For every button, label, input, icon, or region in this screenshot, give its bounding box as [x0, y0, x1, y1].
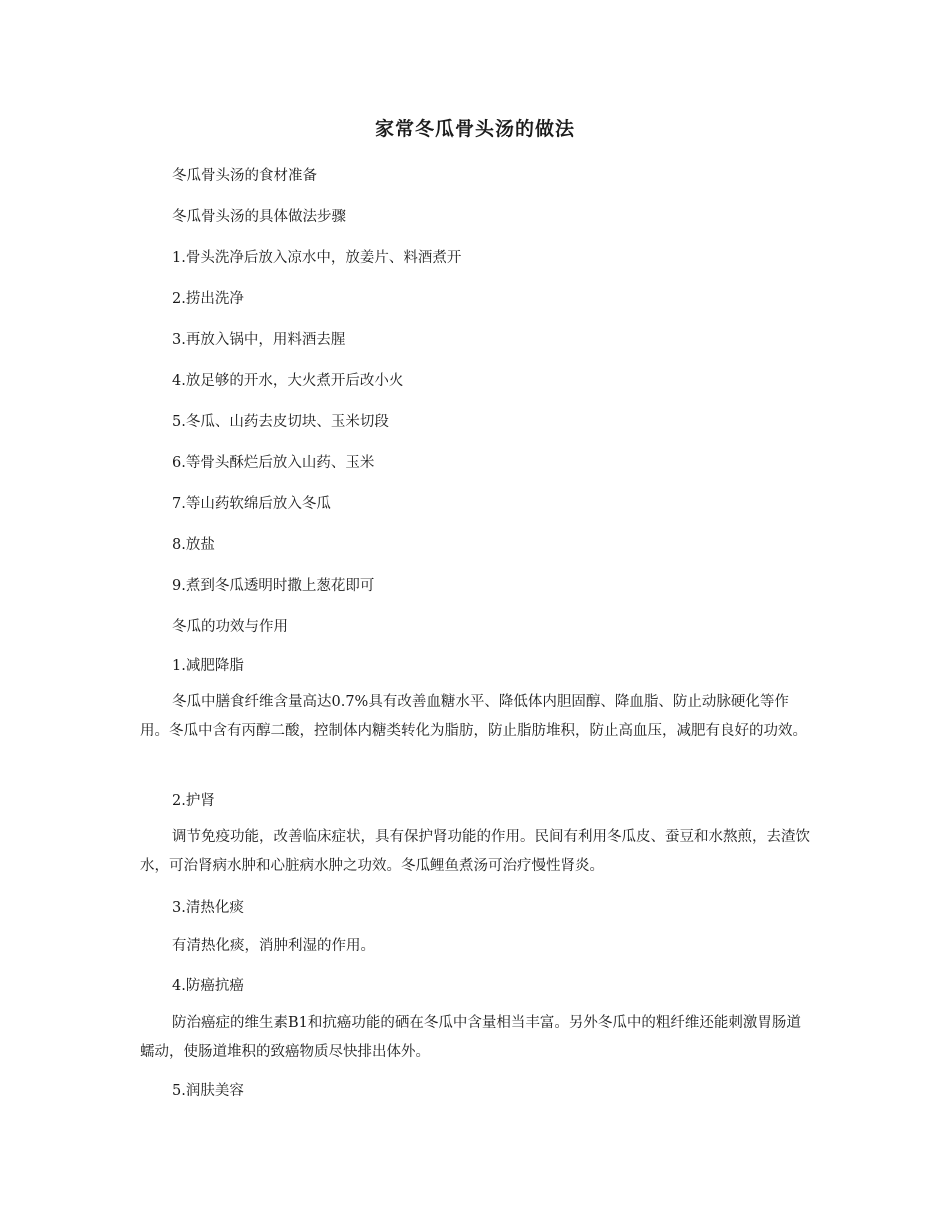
- benefit-paragraph: 防治癌症的维生素B1和抗癌功能的硒在冬瓜中含量相当丰富。另外冬瓜中的粗纤维还能刺激胃肠道蠕动，使肠道堆积的致癌物质尽快排出体外。: [140, 1015, 801, 1060]
- step-item: 1.骨头洗净后放入凉水中，放姜片、料酒煮开: [172, 250, 462, 266]
- benefit-heading: 3.清热化痰: [172, 900, 244, 916]
- section-heading-steps: 冬瓜骨头汤的具体做法步骤: [172, 209, 346, 225]
- step-item: 2.捞出洗净: [172, 291, 244, 307]
- step-item: 9.煮到冬瓜透明时撒上葱花即可: [172, 578, 375, 594]
- benefit-paragraph: 调节免疫功能，改善临床症状，具有保护肾功能的作用。民间有利用冬瓜皮、蚕豆和水熬煎，去渣饮水，可治肾病水肿和心脏病水肿之功效。冬瓜鲤鱼煮汤可治疗慢性肾炎。: [140, 829, 810, 874]
- benefit-heading: 1.减肥降脂: [172, 658, 244, 674]
- benefit-heading: 2.护肾: [172, 793, 215, 809]
- section-heading-ingredients: 冬瓜骨头汤的食材准备: [172, 168, 317, 184]
- document-title: 家常冬瓜骨头汤的做法: [374, 118, 575, 140]
- step-item: 8.放盐: [172, 537, 215, 553]
- benefit-heading: 4.防癌抗癌: [172, 978, 244, 994]
- section-heading-benefits: 冬瓜的功效与作用: [172, 619, 288, 635]
- step-item: 6.等骨头酥烂后放入山药、玉米: [172, 455, 375, 471]
- step-item: 5.冬瓜、山药去皮切块、玉米切段: [172, 414, 389, 430]
- step-item: 3.再放入锅中，用料酒去腥: [172, 332, 346, 348]
- benefit-paragraph: 有清热化痰，消肿利湿的作用。: [172, 938, 375, 954]
- benefit-paragraph: 冬瓜中膳食纤维含量高达0.7%具有改善血糖水平、降低体内胆固醇、降血脂、防止动脉硬化等作用。冬瓜中含有丙醇二酸，控制体内糖类转化为脂肪，防止脂肪堆积，防止高血压，减肥有良好的功效。: [140, 694, 807, 739]
- benefit-heading: 5.润肤美容: [172, 1083, 244, 1099]
- step-item: 4.放足够的开水，大火煮开后改小火: [172, 373, 404, 389]
- step-item: 7.等山药软绵后放入冬瓜: [172, 496, 331, 512]
